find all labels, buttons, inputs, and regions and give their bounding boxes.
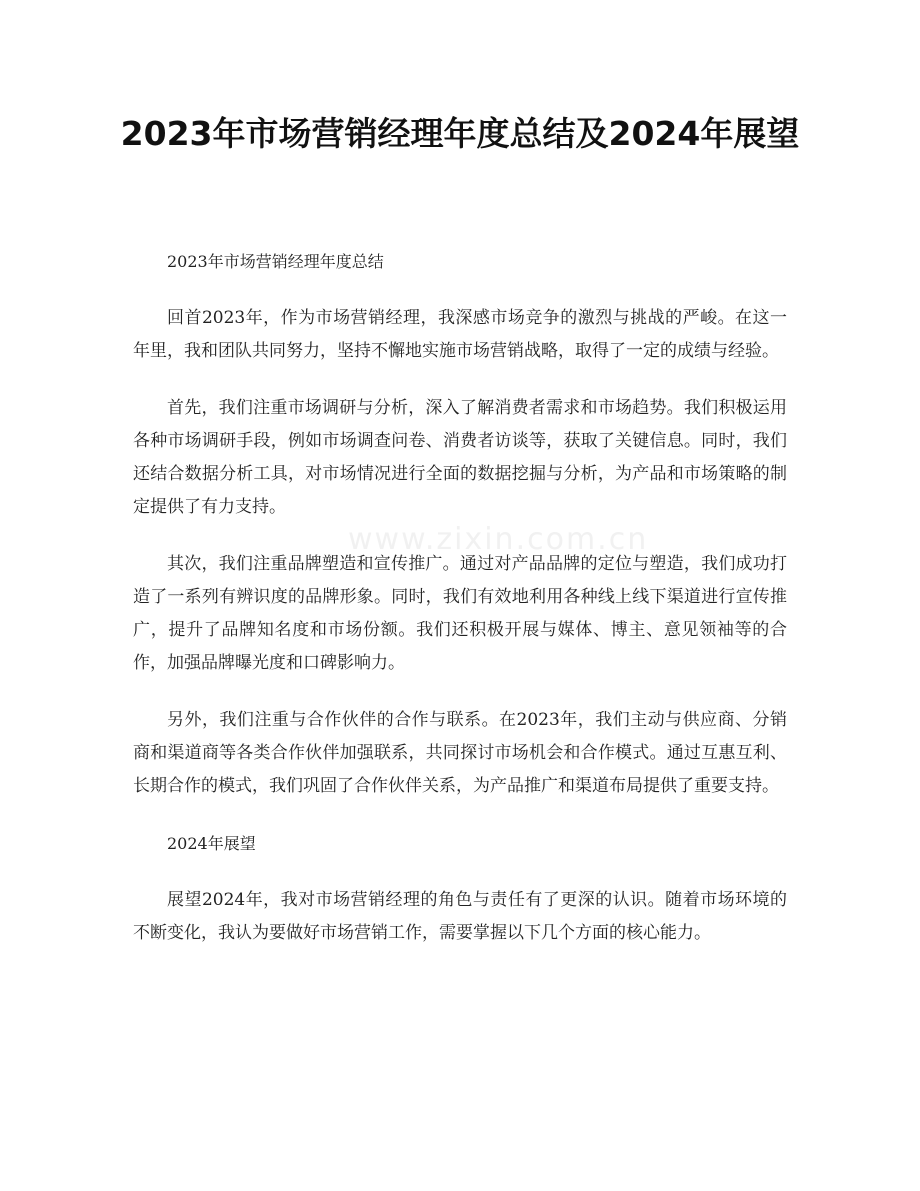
document-body bbox=[133, 245, 787, 974]
section-heading-2024-outlook: 2024年展望 bbox=[167, 834, 256, 853]
paragraph-intro: 回首2023年，作为市场营销经理，我深感市场竞争的激烈与挑战的严峻。在这一年里，我和团队共同努力，坚持不懈地实施市场营销战略，取得了一定的成绩与经验。 bbox=[133, 308, 787, 361]
paragraph-partnerships: 另外，我们注重与合作伙伴的合作与联系。在2023年，我们主动与供应商、分销商和渠道商等各类合作伙伴加强联系，共同探讨市场机会和合作模式。通过互惠互利、长期合作的模式，我们巩固了合作伙伴关系，为产品推广和渠道布局提供了重要支持。 bbox=[133, 710, 787, 796]
paragraph-market-research: 首先，我们注重市场调研与分析，深入了解消费者需求和市场趋势。我们积极运用各种市场调研手段，例如市场调查问卷、消费者访谈等，获取了关键信息。同时，我们还结合数据分析工具，对市场情况进行全面的数据挖掘与分析，为产品和市场策略的制定提供了有力支持。 bbox=[133, 398, 787, 517]
section-heading-2023-summary: 2023年市场营销经理年度总结 bbox=[167, 252, 384, 271]
document-title: 2023年市场营销经理年度总结及2024年展望 bbox=[120, 114, 800, 153]
paragraph-brand-building: 其次，我们注重品牌塑造和宣传推广。通过对产品品牌的定位与塑造，我们成功打造了一系列有辨识度的品牌形象。同时，我们有效地利用各种线上线下渠道进行宣传推广，提升了品牌知名度和市场份额。我们还积极开展与媒体、博主、意见领袖等的合作，加强品牌曝光度和口碑影响力。 bbox=[133, 554, 787, 673]
watermark: www.zixin.com.cn bbox=[348, 522, 649, 557]
paragraph-outlook: 展望2024年，我对市场营销经理的角色与责任有了更深的认识。随着市场环境的不断变化，我认为要做好市场营销工作，需要掌握以下几个方面的核心能力。 bbox=[133, 890, 787, 943]
